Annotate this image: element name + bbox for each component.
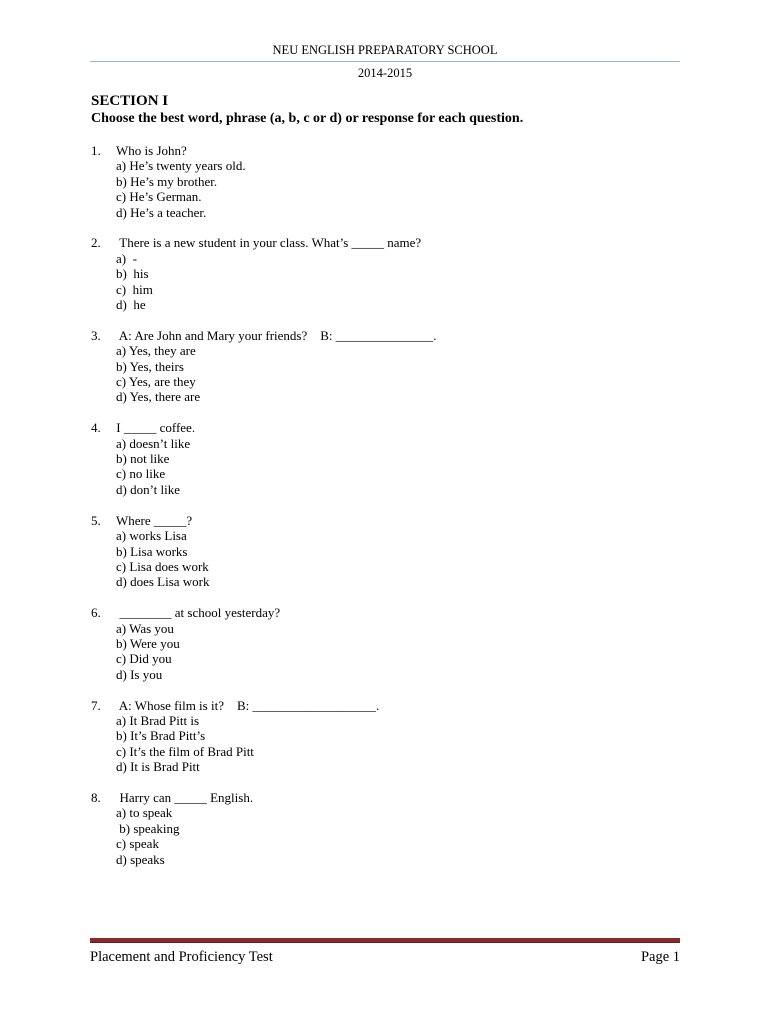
- answer-option: c) Did you: [116, 651, 172, 667]
- answer-options: [91, 251, 681, 313]
- answer-option: a) to speak: [116, 805, 173, 821]
- question-4: [91, 420, 681, 497]
- answer-options: [91, 713, 681, 775]
- school-year: 2014-2015: [357, 66, 413, 80]
- answer-option: b) his: [116, 266, 149, 282]
- answer-option: c) speak: [116, 836, 159, 852]
- question-text: I _____ coffee.: [113, 420, 196, 436]
- question-stem: [91, 143, 681, 158]
- question-2: [91, 235, 681, 312]
- question-1: [91, 143, 681, 220]
- answer-option: c) It’s the film of Brad Pitt: [116, 743, 254, 759]
- school-name: NEU ENGLISH PREPARATORY SCHOOL: [272, 43, 498, 57]
- question-3: [91, 328, 681, 405]
- footer-divider: [90, 938, 680, 943]
- header-divider: [90, 61, 680, 62]
- answer-option: b) speaking: [116, 820, 180, 836]
- answer-options: [91, 621, 681, 683]
- answer-option: a) Was you: [116, 620, 174, 636]
- question-stem: [91, 513, 681, 528]
- answer-options: [91, 528, 681, 590]
- page-number: Page 1: [640, 949, 680, 965]
- answer-option: d) don’t like: [116, 481, 181, 497]
- answer-option: b) Lisa works: [116, 543, 188, 559]
- question-text: Where _____?: [113, 512, 193, 528]
- answer-option: a) Yes, they are: [116, 343, 196, 359]
- answer-option: d) he: [116, 297, 146, 313]
- answer-option: c) no like: [116, 466, 166, 482]
- question-text: Harry can _____ English.: [113, 789, 254, 805]
- answer-option: b) It’s Brad Pitt’s: [116, 728, 206, 744]
- question-5: [91, 513, 681, 590]
- answer-option: d) He’s a teacher.: [116, 204, 207, 220]
- question-number: 7.: [91, 697, 101, 713]
- answer-option: d) does Lisa work: [116, 574, 210, 590]
- question-7: [91, 698, 681, 775]
- question-stem: [91, 420, 681, 435]
- question-stem: [91, 698, 681, 713]
- footer-title: Placement and Proficiency Test: [90, 949, 273, 965]
- page-footer: [90, 938, 680, 966]
- answer-option: b) He’s my brother.: [116, 173, 218, 189]
- question-6: [91, 605, 681, 682]
- answer-option: d) It is Brad Pitt: [116, 759, 200, 775]
- answer-option: d) Is you: [116, 666, 163, 682]
- answer-options: [91, 343, 681, 405]
- answer-option: c) Yes, are they: [116, 374, 196, 390]
- answer-option: a) -: [116, 250, 137, 266]
- question-number: 3.: [91, 327, 101, 343]
- page-header: [90, 43, 680, 81]
- answer-option: a) He’s twenty years old.: [116, 158, 246, 174]
- answer-option: b) not like: [116, 451, 170, 467]
- question-stem: [91, 235, 681, 250]
- answer-option: a) It Brad Pitt is: [116, 712, 200, 728]
- question-list: [91, 143, 681, 882]
- answer-option: a) works Lisa: [116, 528, 187, 544]
- answer-option: c) him: [116, 281, 153, 297]
- question-8: [91, 790, 681, 867]
- question-number: 6.: [91, 605, 101, 621]
- section-title: SECTION I: [91, 93, 169, 109]
- answer-option: b) Yes, theirs: [116, 358, 184, 374]
- answer-option: b) Were you: [116, 635, 180, 651]
- question-text: A: Whose film is it? B: ___________________.: [113, 697, 380, 713]
- section-instruction: Choose the best word, phrase (a, b, c or d) or response for each question.: [91, 111, 524, 126]
- question-text: There is a new student in your class. What’s _____ name?: [113, 235, 422, 251]
- question-stem: [91, 790, 681, 805]
- question-text: ________ at school yesterday?: [113, 605, 281, 621]
- answer-option: c) Lisa does work: [116, 558, 209, 574]
- question-stem: [91, 605, 681, 620]
- question-stem: [91, 328, 681, 343]
- answer-option: c) He’s German.: [116, 189, 202, 205]
- question-number: 8.: [91, 789, 101, 805]
- answer-option: a) doesn’t like: [116, 435, 191, 451]
- question-number: 1.: [91, 143, 101, 158]
- question-number: 4.: [91, 420, 101, 436]
- answer-option: d) Yes, there are: [116, 389, 201, 405]
- answer-option: d) speaks: [116, 851, 165, 867]
- answer-options: [91, 436, 681, 498]
- question-text: A: Are John and Mary your friends? B: _______________.: [113, 327, 437, 343]
- answer-options: [91, 158, 681, 220]
- question-number: 2.: [91, 235, 101, 251]
- question-number: 5.: [91, 512, 101, 528]
- question-text: Who is John?: [113, 143, 187, 158]
- section-heading: [91, 92, 681, 127]
- answer-options: [91, 805, 681, 867]
